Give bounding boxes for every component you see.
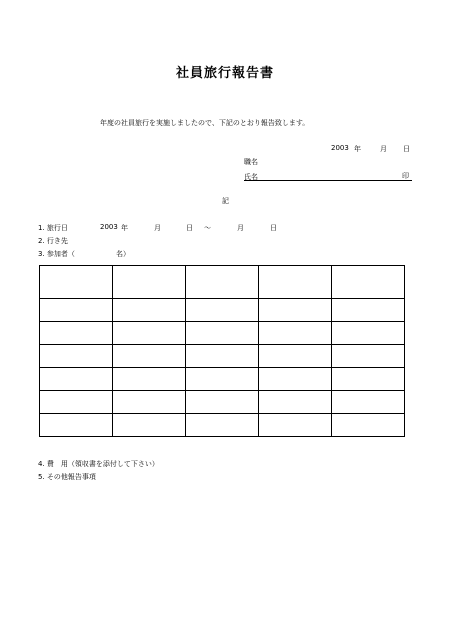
table-cell[interactable] xyxy=(259,322,332,345)
table-row xyxy=(40,345,405,368)
item1-day-unit: 日 xyxy=(186,224,193,232)
table-row xyxy=(40,322,405,345)
item1-label: 1. 旅行日 xyxy=(38,224,68,232)
table-cell[interactable] xyxy=(113,266,186,299)
table-cell[interactable] xyxy=(40,345,113,368)
table-cell[interactable] xyxy=(186,266,259,299)
position-label: 職名 xyxy=(244,158,258,166)
table-row xyxy=(40,391,405,414)
table-cell[interactable] xyxy=(259,414,332,437)
table-row xyxy=(40,414,405,437)
table-cell[interactable] xyxy=(113,368,186,391)
table-cell[interactable] xyxy=(40,414,113,437)
table-cell[interactable] xyxy=(40,299,113,322)
table-cell[interactable] xyxy=(259,299,332,322)
item-expenses: 4. 費 用（領収書を添付して下さい） xyxy=(38,460,159,468)
table-cell[interactable] xyxy=(332,266,405,299)
ki-heading: 記 xyxy=(222,197,229,205)
table-cell[interactable] xyxy=(186,299,259,322)
table-cell[interactable] xyxy=(113,322,186,345)
table-cell[interactable] xyxy=(186,345,259,368)
table-cell[interactable] xyxy=(259,368,332,391)
table-row xyxy=(40,266,405,299)
table-cell[interactable] xyxy=(113,414,186,437)
table-cell[interactable] xyxy=(332,368,405,391)
table-cell[interactable] xyxy=(186,368,259,391)
table-cell[interactable] xyxy=(259,345,332,368)
item1-month-unit: 月 xyxy=(154,224,161,232)
item1-year-unit: 年 xyxy=(121,224,128,232)
table-cell[interactable] xyxy=(259,391,332,414)
table-cell[interactable] xyxy=(113,299,186,322)
name-underline xyxy=(244,180,412,181)
table-row xyxy=(40,299,405,322)
item3-suffix: 名） xyxy=(116,250,130,258)
date-year: 2003 xyxy=(331,144,349,152)
date-day-unit: 日 xyxy=(403,145,410,153)
intro-text: 年度の社員旅行を実施しましたので、下記のとおり報告致します。 xyxy=(100,119,310,127)
item-destination: 2. 行き先 xyxy=(38,237,68,245)
table-cell[interactable] xyxy=(40,368,113,391)
table-cell[interactable] xyxy=(259,266,332,299)
table-cell[interactable] xyxy=(113,345,186,368)
item1-tilde: ～ xyxy=(204,224,211,232)
name-label: 氏名 xyxy=(244,173,258,181)
table-cell[interactable] xyxy=(332,414,405,437)
table-cell[interactable] xyxy=(40,391,113,414)
date-month-unit: 月 xyxy=(380,145,387,153)
item-other-matters: 5. その他報告事項 xyxy=(38,473,96,481)
item1-day2-unit: 日 xyxy=(270,224,277,232)
item1-year: 2003 xyxy=(100,223,118,231)
table-cell[interactable] xyxy=(40,322,113,345)
page-title: 社員旅行報告書 xyxy=(175,66,274,81)
item1-month2-unit: 月 xyxy=(237,224,244,232)
seal-mark: 印 xyxy=(402,172,409,180)
table-cell[interactable] xyxy=(332,345,405,368)
table-cell[interactable] xyxy=(113,391,186,414)
table-cell[interactable] xyxy=(332,322,405,345)
participants-table xyxy=(39,265,405,437)
table-cell[interactable] xyxy=(40,266,113,299)
table-row xyxy=(40,368,405,391)
table-cell[interactable] xyxy=(186,391,259,414)
table-cell[interactable] xyxy=(186,322,259,345)
item3-label: 3. 参加者（ xyxy=(38,250,75,258)
table-cell[interactable] xyxy=(332,299,405,322)
table-cell[interactable] xyxy=(186,414,259,437)
date-year-unit: 年 xyxy=(354,145,361,153)
table-cell[interactable] xyxy=(332,391,405,414)
